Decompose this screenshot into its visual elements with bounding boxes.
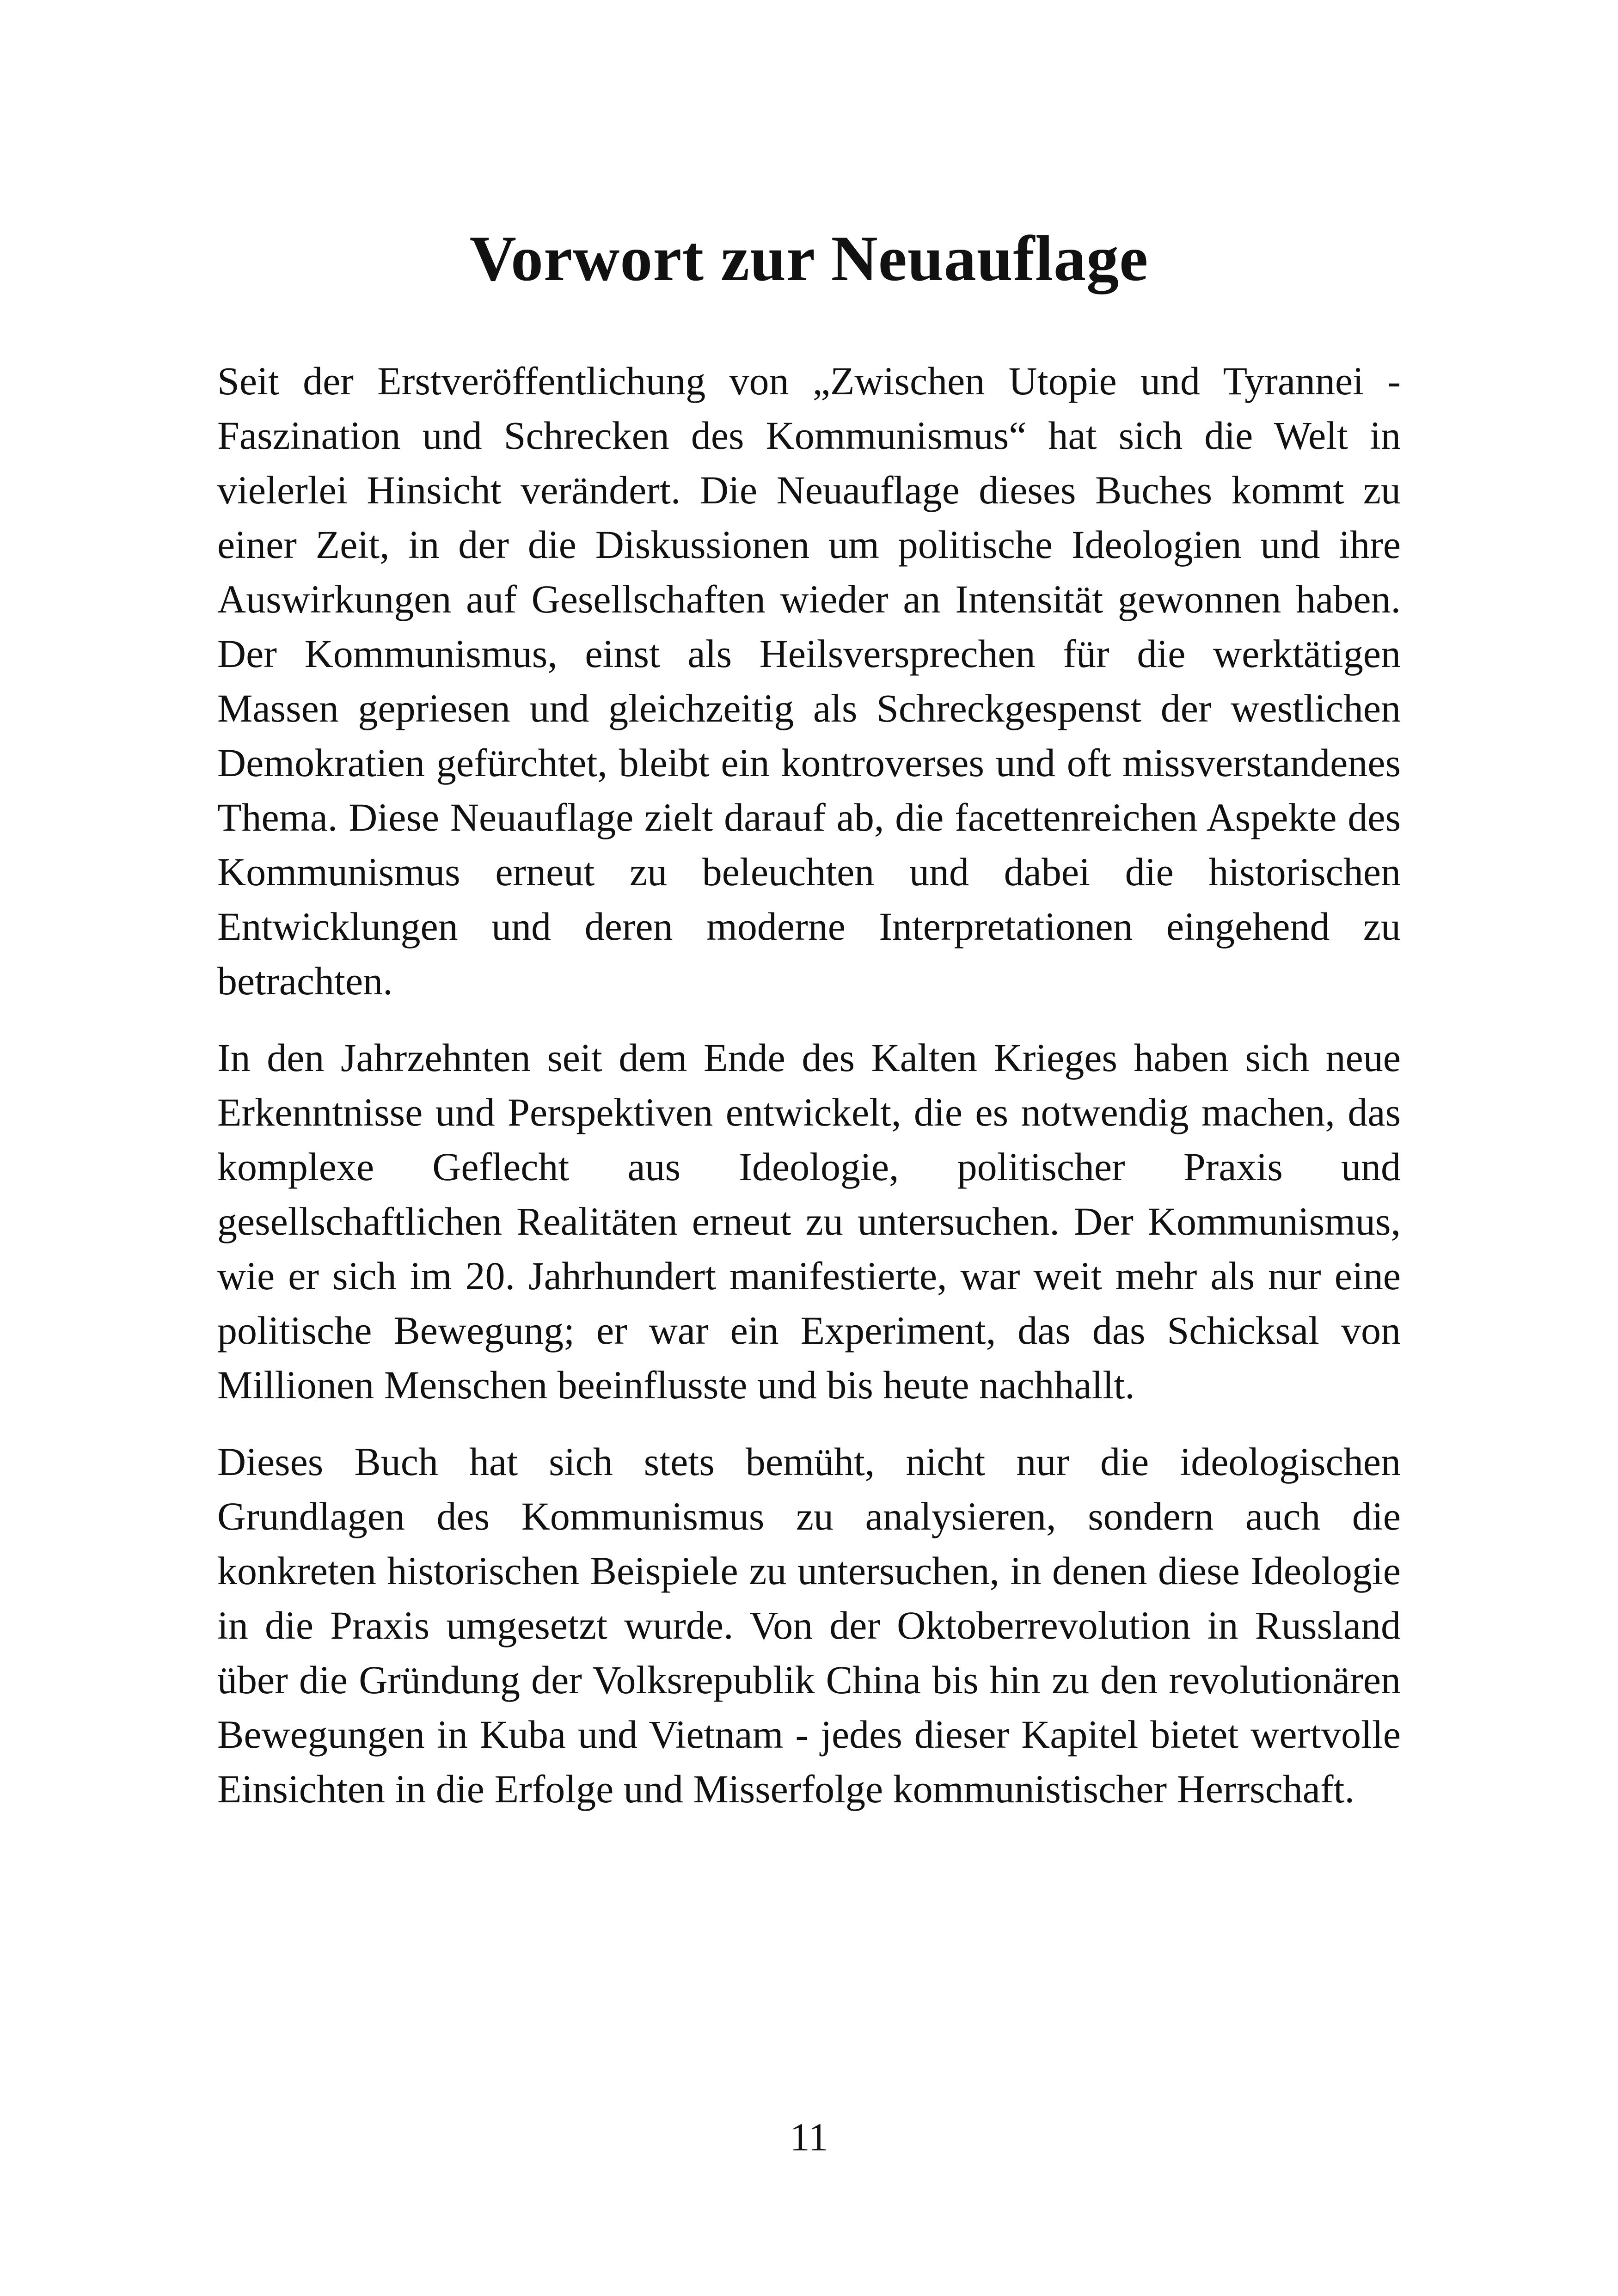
body-text [217, 354, 1401, 1838]
paragraph-2: In den Jahrzehnten seit dem Ende des Kalten Krieges haben sich neue Erkenntnisse und Perspektiven entwickelt, die es notwendig machen, das komplexe Geflecht aus Ideologie, politischer Praxis und gesellschaftlichen Realitäten erneut zu untersuchen. Der Kommunismus, wie er sich im 20. Jahrhundert manifestierte, war weit mehr als nur eine politische Bewegung; er war ein Experiment, das das Schicksal von Millionen Menschen beeinflusste und bis heute nachhallt. [217, 1035, 1401, 1407]
paragraph-3: Dieses Buch hat sich stets bemüht, nicht nur die ideologischen Grundlagen des Kommunismus zu analysieren, sondern auch die konkreten historischen Beispiele zu untersuchen, in denen diese Ideologie in die Praxis umgesetzt wurde. Von der Oktoberrevolution in Russland über die Gründung der Volksrepublik China bis hin zu den revolutionären Bewegungen in Kuba und Vietnam - jedes dieser Kapitel bietet wertvolle Einsichten in die Erfolge und Misserfolge kommunistischer Herrschaft. [217, 1439, 1401, 1811]
page-title: Vorwort zur Neuauflage [469, 223, 1149, 294]
paragraph-1: Seit der Erstveröffentlichung von „Zwischen Utopie und Tyrannei - Faszination und Schrecken des Kommunismus“ hat sich die Welt in vielerlei Hinsicht verändert. Die Neuauflage dieses Buches kommt zu einer Zeit, in der die Diskussionen um politische Ideologien und ihre Auswirkungen auf Gesellschaften wieder an Intensität gewonnen haben. Der Kommunismus, einst als Heilsversprechen für die werktätigen Massen gepriesen und gleichzeitig als Schreckgespenst der westlichen Demokratien gefürchtet, bleibt ein kontroverses und oft missverstandenes Thema. Diese Neuauflage zielt darauf ab, die facettenreichen Aspekte des Kommunismus erneut zu beleuchten und dabei die historischen Entwicklungen und deren moderne Interpretationen eingehend zu betrachten. [217, 359, 1401, 1003]
page-number: 11 [790, 2115, 828, 2159]
